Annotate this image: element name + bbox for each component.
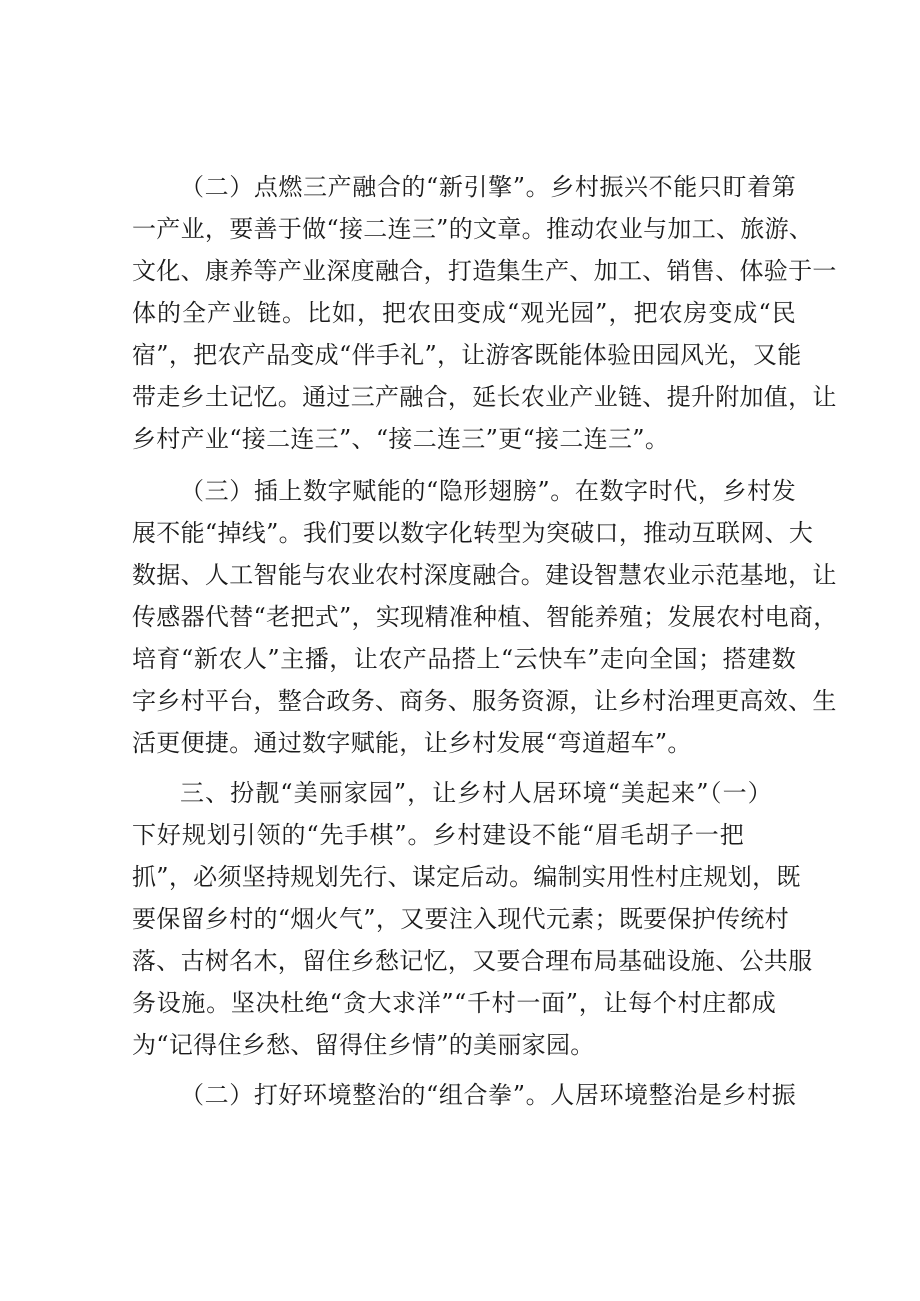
text-line: 活更便捷。通过数字赋能，让乡村发展“弯道超车”。 — [132, 729, 692, 757]
text-line: 带走乡土记忆。通过三产融合，延长农业产业链、提升附加值，让 — [132, 383, 837, 411]
text-line: 要保留乡村的“烟火气”，又要注入现代元素；既要保护传统村 — [132, 905, 789, 933]
text-line: 落、古树名木，留住乡愁记忆，又要合理布局基础设施、公共服 — [132, 947, 813, 975]
text-line: （二）打好环境整治的“组合拳”。人居环境整治是乡村振 — [180, 1081, 796, 1109]
text-line: 下好规划引领的“先手棋”。乡村建设不能“眉毛胡子一把 — [132, 821, 744, 849]
section-heading-line: 三、扮靓“美丽家园”，让乡村人居环境“美起来”（一） — [180, 779, 772, 807]
text-line: 数据、人工智能与农业农村深度融合。建设智慧农业示范基地，让 — [132, 561, 837, 589]
text-line: 体的全产业链。比如，把农田变成“观光园”，把农房变成“民 — [132, 299, 796, 327]
text-line: 传感器代替“老把式”，实现精准种植、智能养殖；发展农村电商， — [132, 603, 838, 631]
text-line: 一产业，要善于做“接二连三”的文章。推动农业与加工、旅游、 — [132, 215, 814, 243]
text-line: 乡村产业“接二连三”、“接二连三”更“接二连三”。 — [132, 425, 670, 453]
text-line: 宿”，把农产品变成“伴手礼”，让游客既能体验田园风光，又能 — [132, 341, 802, 369]
text-line: 为“记得住乡愁、留得住乡情”的美丽家园。 — [132, 1031, 595, 1059]
text-line: （三）插上数字赋能的“隐形翅膀”。在数字时代，乡村发 — [180, 477, 796, 505]
text-line: 文化、康养等产业深度融合，打造集生产、加工、销售、体验于一 — [132, 257, 837, 285]
text-line: 展不能“掉线”。我们要以数字化转型为突破口，推动互联网、大 — [132, 519, 814, 547]
text-line: 务设施。坚决杜绝“贪大求洋”“千村一面”，让每个村庄都成 — [132, 989, 776, 1017]
text-line: 抓”，必须坚持规划先行、谋定后动。编制实用性村庄规划，既 — [132, 863, 801, 891]
text-line: 字乡村平台，整合政务、商务、服务资源，让乡村治理更高效、生 — [132, 687, 837, 715]
text-line: （二）点燃三产融合的“新引擎”。乡村振兴不能只盯着第 — [180, 173, 796, 201]
text-line: 培育“新农人”主播，让农产品搭上“云快车”走向全国；搭建数 — [132, 645, 796, 673]
